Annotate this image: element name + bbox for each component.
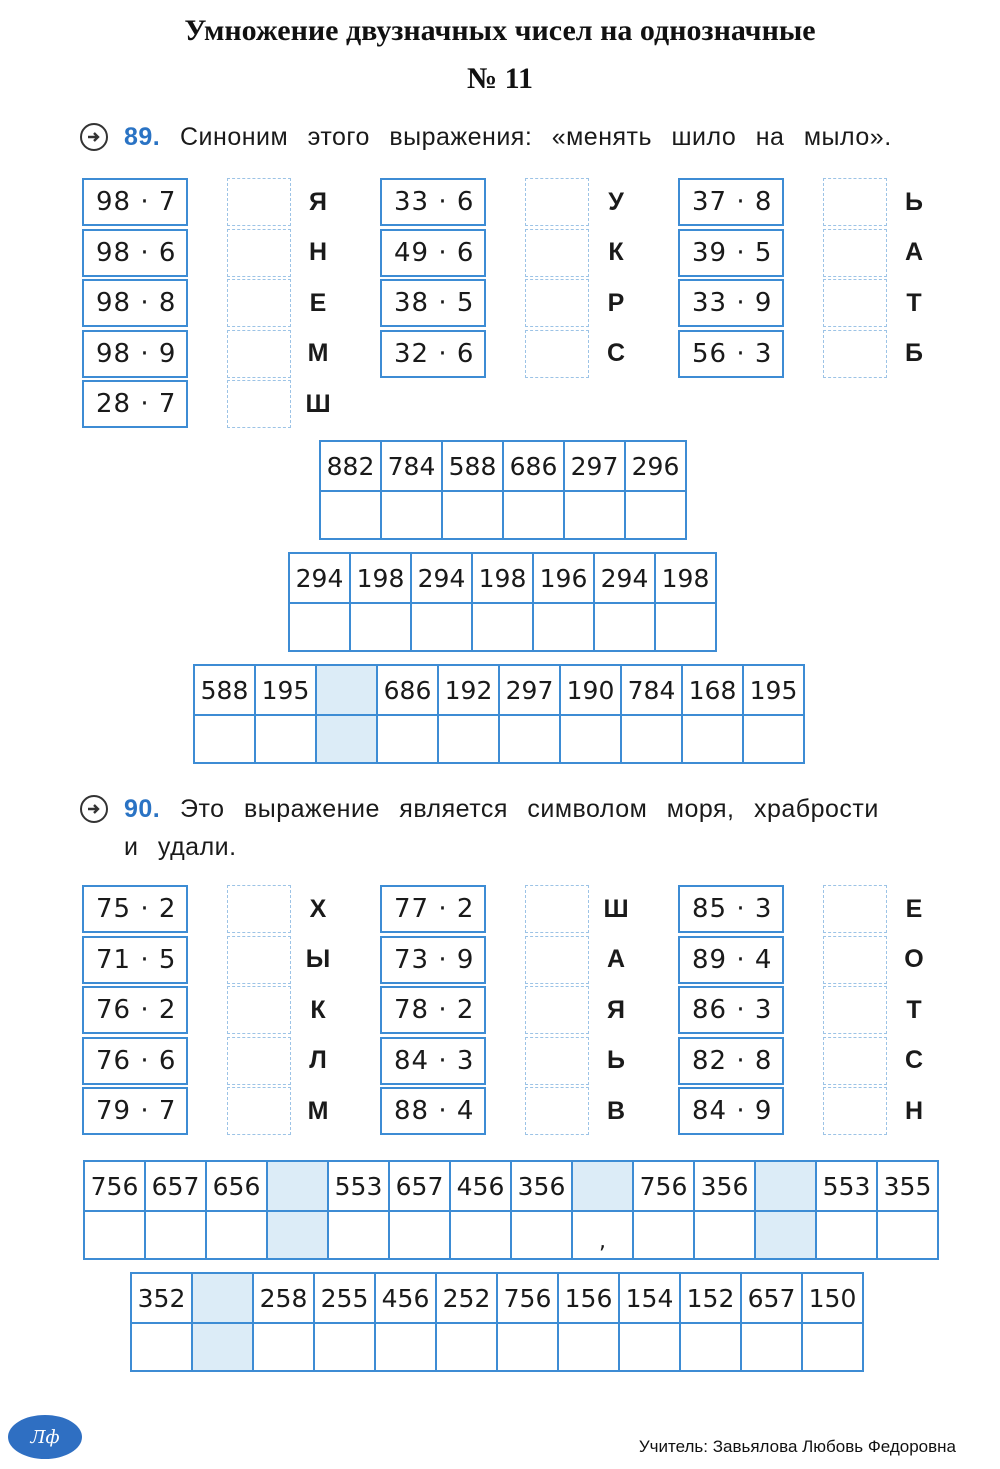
grid-number: 756	[84, 1161, 145, 1211]
answer-box[interactable]	[525, 330, 589, 378]
word-gap-cell	[316, 665, 377, 715]
grid-number: 553	[816, 1161, 877, 1211]
expression-box: 38 · 5	[380, 279, 486, 327]
answer-box[interactable]	[525, 885, 589, 933]
task-text: Это выражение является символом моря, храбрости	[180, 795, 879, 823]
answer-box[interactable]	[823, 885, 887, 933]
answer-box[interactable]	[823, 1087, 887, 1135]
grid-number: 784	[381, 441, 442, 491]
answer-cell[interactable]	[816, 1211, 877, 1259]
grid-number: 196	[533, 553, 594, 603]
grid-number: 588	[442, 441, 503, 491]
answer-box[interactable]	[823, 178, 887, 226]
expression-box: 33 · 6	[380, 178, 486, 226]
expression-box: 88 · 4	[380, 1087, 486, 1135]
answer-cell[interactable]	[436, 1323, 497, 1371]
answer-cell[interactable]	[621, 715, 682, 763]
answer-cell[interactable]	[289, 603, 350, 651]
answer-cell[interactable]	[694, 1211, 755, 1259]
grid-number: 255	[314, 1273, 375, 1323]
grid-number: 686	[377, 665, 438, 715]
cipher-letter: О	[904, 945, 924, 973]
cipher-letter: С	[606, 339, 626, 367]
word-gap-cell	[267, 1211, 328, 1259]
answer-box[interactable]	[227, 229, 291, 277]
grid-answer-row	[84, 1211, 938, 1259]
word-gap-cell	[192, 1323, 253, 1371]
grid-number: 456	[375, 1273, 436, 1323]
grid-number: 294	[289, 553, 350, 603]
worksheet-number: № 11	[467, 62, 533, 95]
answer-cell[interactable]	[381, 491, 442, 539]
expression-box: 75 · 2	[82, 885, 188, 933]
task-89-grid-3	[193, 664, 805, 764]
answer-box[interactable]	[227, 380, 291, 428]
grid-number: 657	[389, 1161, 450, 1211]
expression-box: 39 · 5	[678, 229, 784, 277]
cipher-letter: Я	[607, 995, 625, 1024]
answer-cell[interactable]	[350, 603, 411, 651]
cipher-letter: Ш	[603, 894, 629, 923]
cipher-letter: М	[307, 339, 329, 367]
expression-box: 78 · 2	[380, 986, 486, 1034]
expression-box: 73 · 9	[380, 936, 486, 984]
cipher-letter: К	[608, 238, 624, 266]
answer-cell[interactable]	[389, 1211, 450, 1259]
expression-box: 33 · 9	[678, 279, 784, 327]
expression-box: 79 · 7	[82, 1087, 188, 1135]
answer-box[interactable]	[823, 279, 887, 327]
answer-cell[interactable]	[411, 603, 472, 651]
task-90-grid-2	[130, 1272, 864, 1372]
word-gap-cell	[192, 1273, 253, 1323]
cipher-letter: Н	[308, 238, 328, 266]
grid-number: 198	[655, 553, 716, 603]
cipher-letter: А	[904, 238, 924, 266]
answer-cell[interactable]	[328, 1211, 389, 1259]
grid-number-row	[194, 665, 804, 715]
answer-box[interactable]	[823, 986, 887, 1034]
arrow-circle-icon	[80, 795, 108, 823]
answer-box[interactable]	[525, 178, 589, 226]
word-gap-cell	[572, 1161, 633, 1211]
answer-cell[interactable]	[503, 491, 564, 539]
cipher-letter: Ь	[905, 187, 923, 216]
grid-number: 657	[145, 1161, 206, 1211]
expression-box: 86 · 3	[678, 986, 784, 1034]
grid-number: 150	[802, 1273, 863, 1323]
answer-box[interactable]	[525, 279, 589, 327]
cipher-letter: Р	[607, 288, 625, 317]
word-gap-cell	[755, 1211, 816, 1259]
task-text-continued: и удали.	[124, 833, 237, 861]
answer-box[interactable]	[823, 936, 887, 984]
grid-number: 882	[320, 441, 381, 491]
answer-cell[interactable]	[255, 715, 316, 763]
cipher-letter: Л	[309, 1046, 327, 1074]
cipher-letter: Я	[309, 187, 327, 216]
answer-box[interactable]	[525, 1087, 589, 1135]
answer-cell[interactable]	[320, 491, 381, 539]
grid-number: 156	[558, 1273, 619, 1323]
cipher-letter: А	[606, 945, 626, 973]
grid-number: 168	[682, 665, 743, 715]
grid-number: 588	[194, 665, 255, 715]
grid-number: 657	[741, 1273, 802, 1323]
word-gap-cell	[267, 1161, 328, 1211]
answer-cell[interactable]	[131, 1323, 192, 1371]
grid-number-row	[84, 1161, 938, 1211]
grid-number: 294	[594, 553, 655, 603]
answer-box[interactable]	[227, 986, 291, 1034]
answer-cell[interactable]	[314, 1323, 375, 1371]
answer-cell[interactable]	[472, 603, 533, 651]
cipher-letter: Е	[905, 894, 923, 923]
answer-cell[interactable]	[511, 1211, 572, 1259]
answer-cell[interactable]	[682, 715, 743, 763]
expression-box: 32 · 6	[380, 330, 486, 378]
expression-box: 76 · 2	[82, 986, 188, 1034]
expression-box: 89 · 4	[678, 936, 784, 984]
answer-cell[interactable]	[877, 1211, 938, 1259]
cipher-letter: У	[608, 187, 624, 216]
answer-box[interactable]	[227, 936, 291, 984]
cipher-letter: С	[904, 1046, 924, 1074]
grid-answer-row	[131, 1323, 863, 1371]
grid-number: 756	[497, 1273, 558, 1323]
answer-box[interactable]	[823, 1037, 887, 1085]
expression-box: 28 · 7	[82, 380, 188, 428]
expression-box: 98 · 8	[82, 279, 188, 327]
task-89-grid-2	[288, 552, 717, 652]
cipher-letter: Ш	[305, 389, 331, 418]
answer-cell[interactable]	[438, 715, 499, 763]
cipher-letter: М	[307, 1096, 329, 1125]
answer-box[interactable]	[525, 229, 589, 277]
answer-cell[interactable]	[377, 715, 438, 763]
answer-box[interactable]	[227, 885, 291, 933]
word-gap-cell	[316, 715, 377, 763]
grid-number: 553	[328, 1161, 389, 1211]
answer-box[interactable]	[823, 229, 887, 277]
grid-number: 356	[511, 1161, 572, 1211]
teacher-credit: Учитель: Завьялова Любовь Федоровна	[638, 1437, 956, 1456]
answer-cell[interactable]	[533, 603, 594, 651]
answer-box[interactable]	[525, 1037, 589, 1085]
publisher-logo: Лф	[8, 1415, 82, 1459]
grid-number: 258	[253, 1273, 314, 1323]
grid-number: 456	[450, 1161, 511, 1211]
expression-box: 98 · 7	[82, 178, 188, 226]
grid-number: 190	[560, 665, 621, 715]
task-89-heading	[80, 118, 950, 156]
grid-number: 355	[877, 1161, 938, 1211]
task-text: Синоним этого выражения: «менять шило на мыло».	[180, 123, 892, 151]
cipher-letter: К	[310, 995, 326, 1024]
answer-cell[interactable]	[145, 1211, 206, 1259]
answer-cell[interactable]	[594, 603, 655, 651]
answer-cell[interactable]	[802, 1323, 863, 1371]
expression-box: 77 · 2	[380, 885, 486, 933]
answer-cell[interactable]	[619, 1323, 680, 1371]
word-gap-cell	[755, 1161, 816, 1211]
answer-cell[interactable]	[253, 1323, 314, 1371]
grid-number: 198	[472, 553, 533, 603]
answer-cell[interactable]	[680, 1323, 741, 1371]
cipher-letter: Х	[309, 894, 327, 923]
task-number: 90.	[124, 795, 161, 823]
answer-cell[interactable]	[625, 491, 686, 539]
expression-box: 84 · 9	[678, 1087, 784, 1135]
answer-box[interactable]	[227, 178, 291, 226]
answer-cell[interactable]	[558, 1323, 619, 1371]
answer-cell[interactable]	[375, 1323, 436, 1371]
answer-cell[interactable]	[194, 715, 255, 763]
cipher-letter: Е	[309, 288, 327, 317]
answer-cell[interactable]	[442, 491, 503, 539]
answer-box[interactable]	[227, 1037, 291, 1085]
grid-number: 195	[255, 665, 316, 715]
grid-number: 356	[694, 1161, 755, 1211]
cipher-letter: Ь	[607, 1046, 625, 1074]
answer-box[interactable]	[227, 279, 291, 327]
answer-box[interactable]	[823, 330, 887, 378]
expression-box: 98 · 9	[82, 330, 188, 378]
grid-number: 152	[680, 1273, 741, 1323]
answer-cell[interactable]	[206, 1211, 267, 1259]
grid-answer-row	[194, 715, 804, 763]
grid-answer-row	[289, 603, 716, 651]
grid-number: 294	[411, 553, 472, 603]
answer-box[interactable]	[227, 330, 291, 378]
expression-box: 37 · 8	[678, 178, 784, 226]
grid-number: 198	[350, 553, 411, 603]
grid-number-row	[289, 553, 716, 603]
arrow-circle-icon	[80, 123, 108, 151]
cipher-letter: В	[606, 1096, 626, 1125]
answer-box[interactable]	[227, 1087, 291, 1135]
expression-box: 49 · 6	[380, 229, 486, 277]
grid-number: 296	[625, 441, 686, 491]
grid-number: 297	[499, 665, 560, 715]
answer-box[interactable]	[525, 986, 589, 1034]
grid-number-row	[131, 1273, 863, 1323]
answer-cell[interactable]	[450, 1211, 511, 1259]
grid-number: 756	[633, 1161, 694, 1211]
grid-number-row	[320, 441, 686, 491]
grid-number: 686	[503, 441, 564, 491]
grid-number: 784	[621, 665, 682, 715]
cipher-letter: Т	[906, 288, 922, 317]
answer-cell[interactable]	[633, 1211, 694, 1259]
grid-number: 192	[438, 665, 499, 715]
grid-number: 297	[564, 441, 625, 491]
answer-cell[interactable]	[655, 603, 716, 651]
cipher-letter: Т	[906, 995, 922, 1024]
expression-box: 82 · 8	[678, 1037, 784, 1085]
task-90-grid-1	[83, 1160, 939, 1260]
grid-number: 195	[743, 665, 804, 715]
answer-box[interactable]	[525, 936, 589, 984]
grid-number: 154	[619, 1273, 680, 1323]
task-90-heading	[80, 790, 950, 866]
answer-cell[interactable]	[743, 715, 804, 763]
answer-cell[interactable]	[84, 1211, 145, 1259]
answer-cell[interactable]	[564, 491, 625, 539]
task-89-grid-1	[319, 440, 687, 540]
answer-cell[interactable]	[499, 715, 560, 763]
grid-number: 352	[131, 1273, 192, 1323]
expression-box: 71 · 5	[82, 936, 188, 984]
expression-box: 84 · 3	[380, 1037, 486, 1085]
grid-number: 656	[206, 1161, 267, 1211]
answer-cell[interactable]	[741, 1323, 802, 1371]
task-number: 89.	[124, 123, 161, 151]
expression-box: 98 · 6	[82, 229, 188, 277]
grid-answer-row	[320, 491, 686, 539]
grid-number: 252	[436, 1273, 497, 1323]
page-title: Умножение двузначных чисел на однозначные	[184, 14, 816, 47]
answer-cell[interactable]	[560, 715, 621, 763]
cipher-letter: Б	[905, 339, 923, 367]
cipher-letter: Н	[904, 1096, 924, 1125]
cipher-letter: Ы	[305, 945, 331, 973]
expression-box: 56 · 3	[678, 330, 784, 378]
expression-box: 85 · 3	[678, 885, 784, 933]
comma-mark: ,	[572, 1211, 633, 1259]
answer-cell[interactable]	[497, 1323, 558, 1371]
expression-box: 76 · 6	[82, 1037, 188, 1085]
